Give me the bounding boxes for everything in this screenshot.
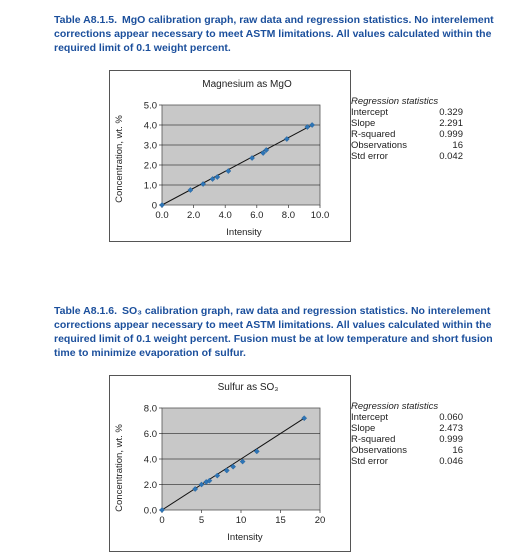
so3-calibration-chart xyxy=(110,376,350,551)
x-axis-label: Intensity xyxy=(226,227,262,238)
x-tick-label: 0.0 xyxy=(155,210,169,221)
regression-label: Slope xyxy=(351,423,376,434)
y-axis-label: Concentration, wt. % xyxy=(114,115,125,203)
y-axis-label: Concentration, wt. % xyxy=(114,424,125,512)
regression-label: R-squared xyxy=(351,434,396,445)
y-tick-label: 4.0 xyxy=(143,454,157,466)
x-tick-label: 10.0 xyxy=(310,210,330,221)
regression-value: 0.329 xyxy=(439,107,463,118)
x-tick-label: 4.0 xyxy=(218,210,232,221)
y-tick-label: 1.0 xyxy=(143,180,157,192)
regression-value: 0.999 xyxy=(439,129,463,140)
x-tick-label: 0 xyxy=(159,515,165,526)
regression-stats-title: Regression statistics xyxy=(351,96,439,107)
regression-row-r-squared xyxy=(351,129,463,140)
x-tick-label: 6.0 xyxy=(250,210,264,221)
x-tick-label: 15 xyxy=(275,515,286,526)
regression-label: Observations xyxy=(351,140,407,151)
regression-label: Slope xyxy=(351,118,376,129)
regression-row-r-squared xyxy=(351,434,463,445)
regression-label: Std error xyxy=(351,151,388,162)
regression-stats-title: Regression statistics xyxy=(351,401,439,412)
regression-value: 16 xyxy=(452,140,463,151)
y-tick-label: 4.0 xyxy=(143,120,157,132)
regression-row-observations xyxy=(351,140,463,151)
regression-row-intercept xyxy=(351,107,463,118)
regression-value: 0.060 xyxy=(439,412,463,423)
table-caption-so3 xyxy=(54,304,494,360)
regression-value: 2.473 xyxy=(439,423,463,434)
y-tick-label: 8.0 xyxy=(143,403,157,415)
mgo-calibration-chart xyxy=(110,71,350,241)
regression-row-observations xyxy=(351,445,463,456)
table-caption-text: SO₃ calibration graph, raw data and regression statistics. No interelement corrections appear necessary to meet ASTM limitations. All values calculated within the required limit of 0.1 weight percent. Fusion must be at low temperature and short fusion time to minimize evaporation of sulfur. xyxy=(54,305,493,359)
chart-title: Sulfur as SO₃ xyxy=(217,382,279,393)
table-caption-label: Table A8.1.5. xyxy=(54,14,118,26)
x-tick-label: 8.0 xyxy=(281,210,296,221)
regression-label: Std error xyxy=(351,456,388,467)
regression-row-std-error xyxy=(351,151,463,162)
regression-value: 16 xyxy=(452,445,463,456)
regression-row-slope xyxy=(351,118,463,129)
x-tick-label: 5 xyxy=(198,515,205,526)
plot-area xyxy=(162,105,320,205)
y-tick-label: 2.0 xyxy=(143,160,157,172)
regression-label: Observations xyxy=(351,445,407,456)
x-tick-label: 20 xyxy=(314,515,326,526)
y-tick-label: 5.0 xyxy=(143,100,157,112)
mgo-chart-frame xyxy=(109,70,351,242)
regression-label: R-squared xyxy=(351,129,396,140)
regression-row-intercept xyxy=(351,412,463,423)
regression-value: 0.999 xyxy=(439,434,463,445)
y-tick-label: 0 xyxy=(151,200,157,212)
y-tick-label: 6.0 xyxy=(143,429,157,440)
regression-value: 0.042 xyxy=(439,151,463,162)
table-caption-label: Table A8.1.6. xyxy=(54,305,118,317)
x-axis-label: Intensity xyxy=(227,532,263,543)
regression-value: 0.046 xyxy=(439,456,463,467)
regression-row-std-error xyxy=(351,456,463,467)
chart-title: Magnesium as MgO xyxy=(202,79,292,90)
y-tick-label: 3.0 xyxy=(143,140,157,152)
x-tick-label: 10 xyxy=(235,515,247,526)
y-tick-label: 0.0 xyxy=(143,505,157,517)
regression-stats-so3 xyxy=(351,401,463,467)
table-caption-text: MgO calibration graph, raw data and regression statistics. No interelement corrections appear necessary to meet ASTM limitations. All values calculated within the required limit of 0.1 weight percent. xyxy=(54,14,494,54)
regression-label: Intercept xyxy=(351,107,388,118)
regression-value: 2.291 xyxy=(439,118,463,129)
x-tick-label: 2.0 xyxy=(186,210,201,221)
regression-stats-mgo xyxy=(351,96,463,162)
regression-label: Intercept xyxy=(351,412,388,423)
regression-row-slope xyxy=(351,423,463,434)
table-caption-mgo xyxy=(54,13,494,55)
so3-chart-frame xyxy=(109,375,351,552)
y-tick-label: 2.0 xyxy=(143,480,157,491)
